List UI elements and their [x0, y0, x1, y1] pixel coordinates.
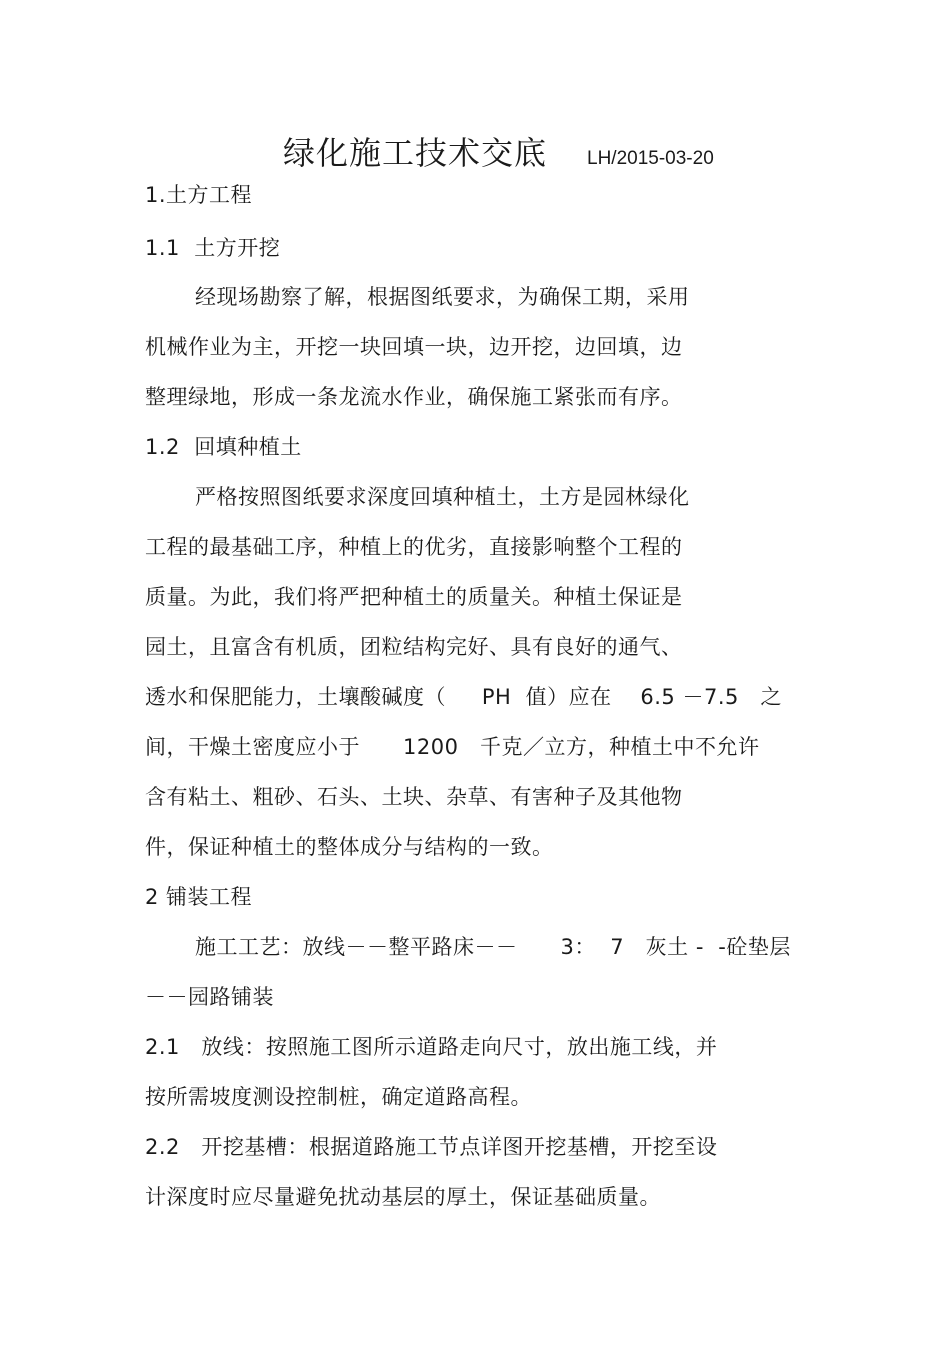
paragraph-line: 含有粘土、粗砂、石头、土块、杂草、有害种子及其他物: [145, 785, 683, 809]
paragraph-line: 件，保证种植土的整体成分与结构的一致。: [145, 835, 554, 859]
paragraph-line: 质量。为此，我们将严把种植土的质量关。种植土保证是: [145, 585, 683, 609]
paragraph-line: 工程的最基础工序，种植上的优劣，直接影响整个工程的: [145, 535, 683, 559]
paragraph-line: 透水和保肥能力，土壤酸碱度（ PH 值）应在 6.5 －7.5 之: [145, 685, 782, 709]
heading-1-1-excavation: 1.1 土方开挖: [145, 236, 281, 260]
paragraph-line: 经现场勘察了解，根据图纸要求，为确保工期，采用: [195, 285, 690, 309]
paragraph-line: －－园路铺装: [145, 985, 274, 1009]
paragraph-line: 按所需坡度测设控制桩，确定道路高程。: [145, 1085, 532, 1109]
heading-2-1-layout: 2.1 放线：按照施工图所示道路走向尺寸，放出施工线，并: [145, 1035, 718, 1059]
heading-1-2-backfill: 1.2 回填种植土: [145, 435, 302, 459]
paragraph-line: 间，干燥土密度应小于 1200 千克／立方，种植土中不允许: [145, 735, 760, 759]
document-code: LH/2015-03-20: [587, 148, 714, 169]
paragraph-line: 严格按照图纸要求深度回填种植土，土方是园林绿化: [195, 485, 690, 509]
document-header: [283, 128, 714, 174]
paragraph-line: 园土，且富含有机质，团粒结构完好、具有良好的通气、: [145, 635, 683, 659]
heading-1-earthwork: 1.土方工程: [145, 183, 253, 207]
paragraph-line: 计深度时应尽量避免扰动基层的厚土，保证基础质量。: [145, 1185, 661, 1209]
document-title: 绿化施工技术交底: [283, 134, 548, 172]
heading-2-paving: 2 铺装工程: [145, 885, 253, 909]
paragraph-line: 施工工艺：放线－－整平路床－－ 3： 7 灰土 - -砼垫层: [195, 935, 791, 959]
paragraph-line: 机械作业为主，开挖一块回填一块，边开挖，边回填，边: [145, 335, 683, 359]
paragraph-line: 整理绿地，形成一条龙流水作业，确保施工紧张而有序。: [145, 385, 683, 409]
heading-2-2-trench: 2.2 开挖基槽：根据道路施工节点详图开挖基槽，开挖至设: [145, 1135, 718, 1159]
